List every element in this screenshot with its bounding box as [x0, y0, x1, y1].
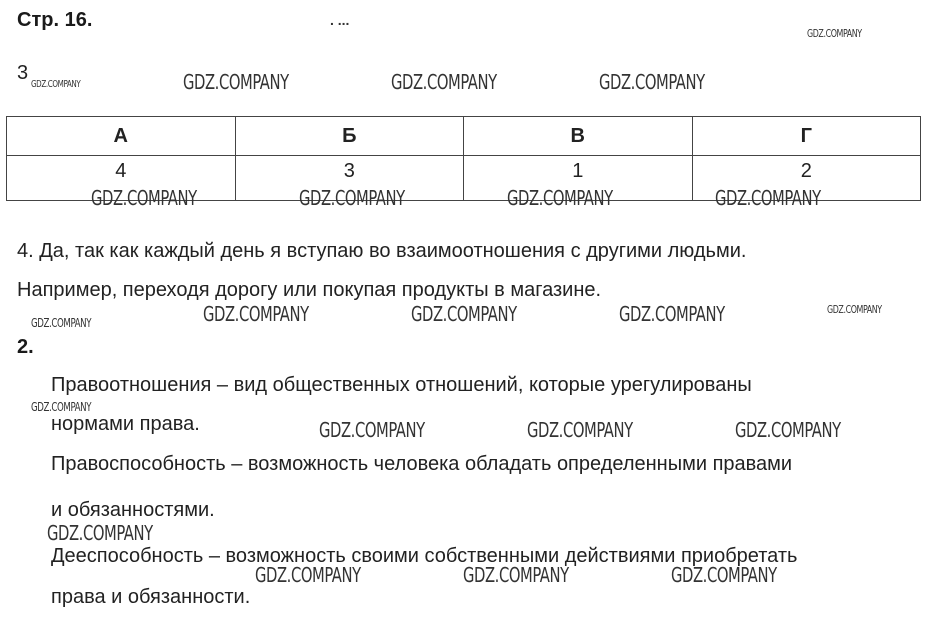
watermark: GDZ.COMPANY [671, 563, 777, 587]
watermark: GDZ.COMPANY [827, 303, 882, 316]
watermark: GDZ.COMPANY [807, 27, 862, 40]
definition-1-line-1: Правоотношения – вид общественных отношений, которые урегулированы [51, 374, 752, 396]
watermark: GDZ.COMPANY [319, 418, 425, 442]
watermark: GDZ.COMPANY [255, 563, 361, 587]
watermark: GDZ.COMPANY [391, 70, 497, 94]
watermark: GDZ.COMPANY [299, 186, 405, 210]
watermark: GDZ.COMPANY [507, 186, 613, 210]
watermark: GDZ.COMPANY [183, 70, 289, 94]
watermark: GDZ.COMPANY [31, 316, 92, 330]
answer-table-cell: 1 [464, 156, 693, 201]
definition-2-line-1: Правоспособность – возможность человека обладать определенными правами [51, 453, 793, 475]
watermark: GDZ.COMPANY [463, 563, 569, 587]
answer-table-cell: 3 [235, 156, 464, 201]
definition-3-line-1: Дееспособность – возможность своими собственными действиями приобретать [51, 545, 798, 567]
watermark: GDZ.COMPANY [31, 400, 92, 414]
watermark: GDZ.COMPANY [203, 302, 309, 326]
answer-table-header: Б [235, 117, 464, 156]
answer-table-cell: 2 [692, 156, 921, 201]
task-4-line-1: 4. Да, так как каждый день я вступаю во взаимоотношения с другими людьми. [17, 240, 747, 262]
task-3-number: 3 [17, 62, 29, 84]
watermark: GDZ.COMPANY [527, 418, 633, 442]
watermark: GDZ.COMPANY [619, 302, 725, 326]
watermark: GDZ.COMPANY [31, 79, 81, 90]
answer-table-header: В [464, 117, 693, 156]
answer-table-cell: 4 [7, 156, 236, 201]
task-2-number: 2. [17, 336, 34, 358]
task-4-line-2: Например, переходя дорогу или покупая продукты в магазине. [17, 279, 602, 301]
watermark: GDZ.COMPANY [715, 186, 821, 210]
definition-3-line-2: права и обязанности. [51, 586, 251, 608]
header-fragment: . ... [330, 12, 350, 28]
watermark: GDZ.COMPANY [735, 418, 841, 442]
watermark: GDZ.COMPANY [91, 186, 197, 210]
answer-table-header: Г [692, 117, 921, 156]
answer-table-header: А [7, 117, 236, 156]
definition-2-line-2: и обязанностями. [51, 499, 215, 521]
watermark: GDZ.COMPANY [411, 302, 517, 326]
watermark: GDZ.COMPANY [599, 70, 705, 94]
definition-1-line-2: нормами права. [51, 413, 200, 435]
page-header: Стр. 16. [17, 9, 93, 31]
answer-table-header-row [7, 117, 921, 156]
watermark: GDZ.COMPANY [47, 521, 153, 545]
